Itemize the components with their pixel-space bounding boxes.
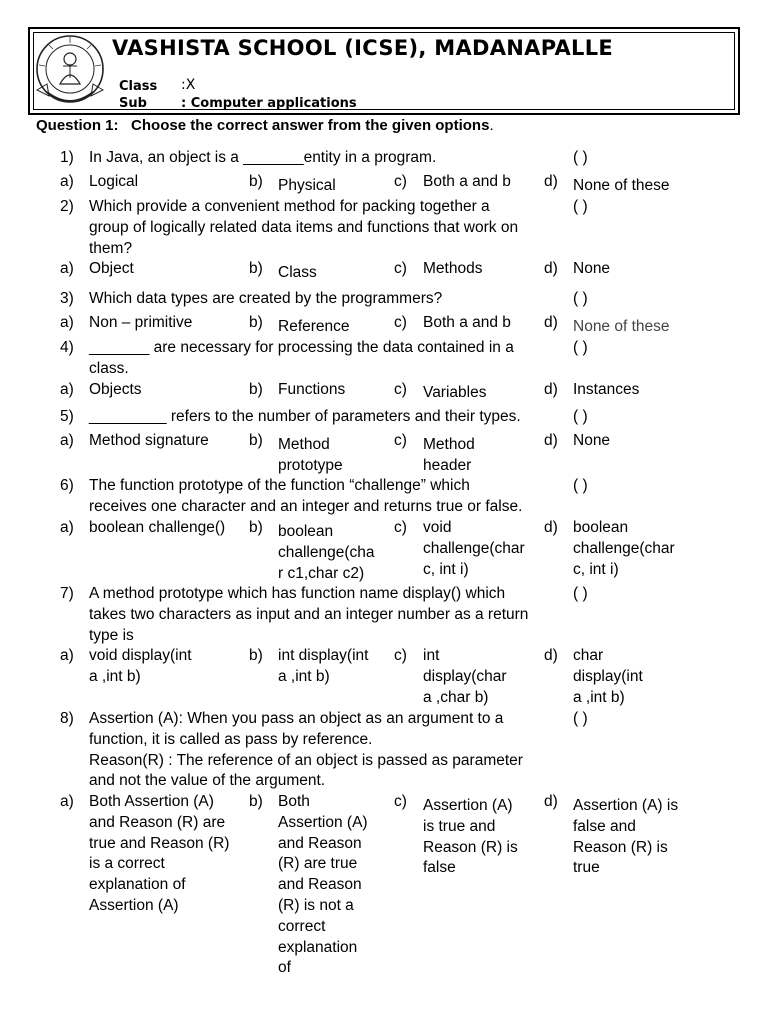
question-instruction: Choose the correct answer from the given options: [131, 117, 490, 134]
answer-blank: ( ): [573, 408, 588, 425]
option-text-line: c, int i): [573, 560, 619, 578]
question-text-line: receives one character and an integer and returns true or false.: [89, 497, 523, 515]
answer-blank: ( ): [573, 710, 588, 727]
question-text-line: class.: [89, 359, 129, 377]
option-text-line: int: [423, 647, 440, 664]
question-number: Question 1:: [36, 117, 119, 134]
option-text-line: Objects: [89, 381, 142, 398]
class-label: Class: [119, 79, 158, 94]
option-label: a): [60, 314, 74, 331]
answer-blank: ( ): [573, 477, 588, 494]
question-text-line: them?: [89, 239, 133, 257]
option-text-line: Variables: [423, 384, 487, 401]
option-label: b): [249, 173, 263, 190]
question-text-line: _______ are necessary for processing the data contained in a: [89, 339, 514, 356]
option-label: c): [394, 793, 407, 810]
question-text-line: type is: [89, 626, 134, 644]
option-text-line: Logical: [89, 173, 139, 190]
option-text-line: challenge(cha: [278, 543, 375, 561]
option-label: a): [60, 647, 74, 664]
option-label: c): [394, 381, 407, 398]
question-text-line: _________ refers to the number of parameters and their types.: [89, 408, 521, 425]
answer-blank: ( ): [573, 149, 588, 166]
question-text-line: Which provide a convenient method for packing together a: [89, 198, 490, 215]
option-text-line: boolean: [278, 523, 334, 540]
question-text-line: In Java, an object is a _______entity in a program.: [89, 149, 437, 166]
question-number: 2): [60, 198, 74, 215]
subject-label: Sub: [119, 96, 147, 111]
option-label: b): [249, 432, 263, 449]
option-text-line: a ,int b): [278, 667, 330, 685]
option-label: b): [249, 519, 263, 536]
option-label: b): [249, 793, 263, 810]
answer-blank: ( ): [573, 290, 588, 307]
option-text-line: Both Assertion (A): [89, 793, 214, 810]
option-text-line: Method: [278, 436, 330, 453]
option-label: a): [60, 432, 74, 449]
option-label: a): [60, 381, 74, 398]
option-label: b): [249, 314, 263, 331]
option-text-line: int display(int: [278, 647, 369, 664]
option-text-line: challenge(char: [573, 539, 675, 557]
answer-blank: ( ): [573, 339, 588, 356]
option-text-line: Reference: [278, 318, 350, 335]
option-label: b): [249, 260, 263, 277]
option-label: a): [60, 519, 74, 536]
option-text-line: Both a and b: [423, 173, 511, 190]
question-number: 1): [60, 149, 74, 166]
option-label: d): [544, 314, 558, 331]
option-text-line: None: [573, 260, 611, 277]
option-label: d): [544, 793, 558, 810]
question-number: 4): [60, 339, 74, 356]
option-text-line: and Reason (R) are: [89, 813, 226, 831]
option-text-line: Instances: [573, 381, 640, 398]
option-text-line: a ,char b): [423, 688, 489, 706]
option-text-line: explanation of: [89, 876, 186, 894]
option-text-line: Reason (R) is: [573, 838, 668, 856]
option-label: b): [249, 647, 263, 664]
option-text-line: None of these: [573, 318, 670, 335]
question-text-line: Which data types are created by the programmers?: [89, 290, 443, 307]
option-label: d): [544, 647, 558, 664]
option-label: d): [544, 173, 558, 190]
option-text-line: and Reason: [278, 876, 362, 894]
option-text-line: Methods: [423, 260, 483, 277]
option-text-line: false: [423, 859, 456, 877]
option-label: a): [60, 260, 74, 277]
option-text-line: Reason (R) is: [423, 838, 518, 856]
option-text-line: correct: [278, 917, 326, 935]
option-text-line: a ,int b): [573, 688, 625, 706]
option-label: c): [394, 260, 407, 277]
option-label: a): [60, 793, 74, 810]
question-number: 8): [60, 710, 74, 727]
question-text-line: Reason(R) : The reference of an object is passed as parameter: [89, 751, 523, 769]
option-text-line: Both a and b: [423, 314, 511, 331]
school-emblem-icon: [33, 32, 107, 110]
option-text-line: (R) are true: [278, 855, 358, 873]
question-text-line: The function prototype of the function “challenge” which: [89, 477, 470, 494]
option-label: c): [394, 519, 407, 536]
subject-value: : Computer applications: [181, 96, 357, 111]
option-text-line: boolean challenge(): [89, 519, 226, 536]
option-text-line: char: [573, 647, 604, 664]
option-text-line: Class: [278, 264, 317, 281]
option-text-line: Assertion (A): [89, 897, 179, 914]
option-text-line: void: [423, 519, 452, 536]
option-text-line: c, int i): [423, 560, 469, 578]
question-heading: [36, 117, 494, 134]
option-text-line: prototype: [278, 456, 343, 474]
question-number: 7): [60, 585, 74, 602]
option-text-line: Functions: [278, 381, 346, 398]
option-label: c): [394, 647, 407, 664]
option-text-line: void display(int: [89, 647, 192, 664]
option-text-line: challenge(char: [423, 539, 525, 557]
option-text-line: None: [573, 432, 611, 449]
question-text-line: A method prototype which has function name display() which: [89, 585, 506, 602]
option-text-line: Physical: [278, 177, 336, 194]
school-name: VASHISTA SCHOOL (ICSE), MADANAPALLE: [112, 36, 614, 60]
question-number: 5): [60, 408, 74, 425]
option-text-line: header: [423, 456, 472, 474]
option-text-line: explanation: [278, 938, 358, 956]
option-text-line: (R) is not a: [278, 897, 354, 914]
option-text-line: Assertion (A): [423, 797, 513, 814]
option-text-line: display(int: [573, 667, 643, 685]
answer-blank: ( ): [573, 198, 588, 215]
question-number: 6): [60, 477, 74, 494]
option-text-line: Both: [278, 793, 310, 810]
option-text-line: true and Reason (R): [89, 834, 230, 852]
option-label: d): [544, 519, 558, 536]
option-label: c): [394, 432, 407, 449]
option-text-line: Assertion (A): [278, 813, 368, 831]
option-text-line: a ,int b): [89, 667, 141, 685]
option-label: d): [544, 260, 558, 277]
option-text-line: boolean: [573, 519, 629, 536]
option-label: c): [394, 173, 407, 190]
question-text-line: function, it is called as pass by reference.: [89, 730, 373, 748]
question-number: 3): [60, 290, 74, 307]
option-text-line: false and: [573, 817, 636, 835]
option-text-line: is a correct: [89, 855, 165, 873]
question-period: .: [489, 117, 494, 134]
option-text-line: and Reason: [278, 834, 362, 852]
question-text-line: group of logically related data items and functions that work on: [89, 218, 519, 236]
option-label: c): [394, 314, 407, 331]
question-text-line: and not the value of the argument.: [89, 772, 326, 790]
option-text-line: Assertion (A) is: [573, 797, 679, 814]
question-text-line: takes two characters as input and an integer number as a return: [89, 605, 529, 623]
option-label: d): [544, 432, 558, 449]
answer-blank: ( ): [573, 585, 588, 602]
option-text-line: Object: [89, 260, 134, 277]
option-text-line: display(char: [423, 667, 507, 685]
option-text-line: Non – primitive: [89, 314, 193, 331]
option-label: a): [60, 173, 74, 190]
question-text-line: Assertion (A): When you pass an object as an argument to a: [89, 710, 504, 727]
option-text-line: r c1,char c2): [278, 564, 365, 582]
class-value: :X: [181, 77, 196, 93]
option-label: d): [544, 381, 558, 398]
option-text-line: of: [278, 959, 291, 977]
option-text-line: Method: [423, 436, 475, 453]
option-text-line: true: [573, 859, 600, 877]
option-text-line: Method signature: [89, 432, 209, 449]
option-label: b): [249, 381, 263, 398]
option-text-line: None of these: [573, 177, 670, 194]
option-text-line: is true and: [423, 817, 496, 835]
